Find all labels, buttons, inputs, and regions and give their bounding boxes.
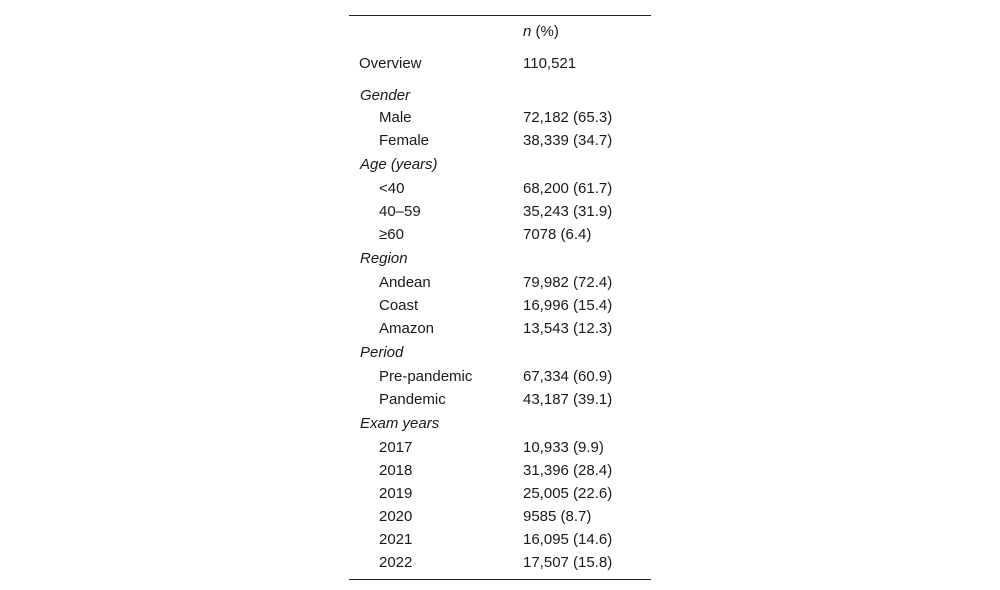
row-label: 2021: [379, 531, 413, 548]
row-value: 13,543 (12.3): [523, 320, 613, 337]
row-value: 67,334 (60.9): [523, 368, 613, 385]
table-row: [349, 129, 651, 152]
row-value: 16,996 (15.4): [523, 297, 613, 314]
group-label: Region: [360, 250, 408, 267]
table-row: [349, 177, 651, 200]
row-label: Female: [379, 132, 430, 149]
table-row: [349, 551, 651, 574]
table-row: [349, 365, 651, 388]
row-label: Pandemic: [379, 391, 446, 408]
row-value: 10,933 (9.9): [523, 439, 604, 456]
row-label: Male: [379, 109, 412, 126]
table-row: [349, 482, 651, 505]
table-row: [349, 271, 651, 294]
table-row: [349, 505, 651, 528]
table-row: [349, 223, 651, 246]
overview-label: Overview: [359, 55, 422, 72]
group-label: Exam years: [360, 415, 440, 432]
row-value: 7078 (6.4): [523, 226, 592, 243]
group-header-exam-years: [349, 411, 651, 436]
row-label: Pre-pandemic: [379, 368, 473, 385]
row-value: 43,187 (39.1): [523, 391, 613, 408]
table-row: [349, 317, 651, 340]
overview-value: 110,521: [523, 55, 577, 72]
column-header-n-percent: [523, 23, 559, 41]
table-row: [349, 106, 651, 129]
table-row: [349, 294, 651, 317]
row-value: 35,243 (31.9): [523, 203, 613, 220]
row-value: 16,095 (14.6): [523, 531, 613, 548]
group-header-period: [349, 340, 651, 365]
row-label: 2018: [379, 462, 413, 479]
row-value: 31,396 (28.4): [523, 462, 613, 479]
row-label: Andean: [379, 274, 431, 291]
row-value: 17,507 (15.8): [523, 554, 613, 571]
group-header-gender: [349, 81, 651, 106]
table-row: [349, 528, 651, 551]
row-label: <40: [379, 180, 405, 197]
row-label: Coast: [379, 297, 419, 314]
row-label: 2017: [379, 439, 413, 456]
row-value: 72,182 (65.3): [523, 109, 613, 126]
group-label: Gender: [360, 87, 411, 104]
group-label: Period: [360, 344, 404, 361]
percent-label: (%): [531, 23, 559, 40]
table-row: [349, 200, 651, 223]
row-label: 40–59: [379, 203, 421, 220]
row-label: 2022: [379, 554, 413, 571]
row-value: 79,982 (72.4): [523, 274, 613, 291]
demographics-table: [349, 15, 651, 580]
table-bottom-spacer: [349, 574, 651, 579]
row-value: 9585 (8.7): [523, 508, 592, 525]
table-header: [349, 16, 651, 47]
table-row: [349, 436, 651, 459]
row-label: ≥60: [379, 226, 404, 243]
n-label: n: [523, 23, 532, 40]
table-row: [349, 459, 651, 482]
row-label: Amazon: [379, 320, 435, 337]
row-value: 38,339 (34.7): [523, 132, 613, 149]
group-header-age: [349, 152, 651, 177]
overview-row: [349, 47, 651, 81]
group-label: Age (years): [360, 156, 438, 173]
row-value: 25,005 (22.6): [523, 485, 613, 502]
row-value: 68,200 (61.7): [523, 180, 613, 197]
group-header-region: [349, 246, 651, 271]
row-label: 2020: [379, 508, 413, 525]
row-label: 2019: [379, 485, 413, 502]
table-row: [349, 388, 651, 411]
